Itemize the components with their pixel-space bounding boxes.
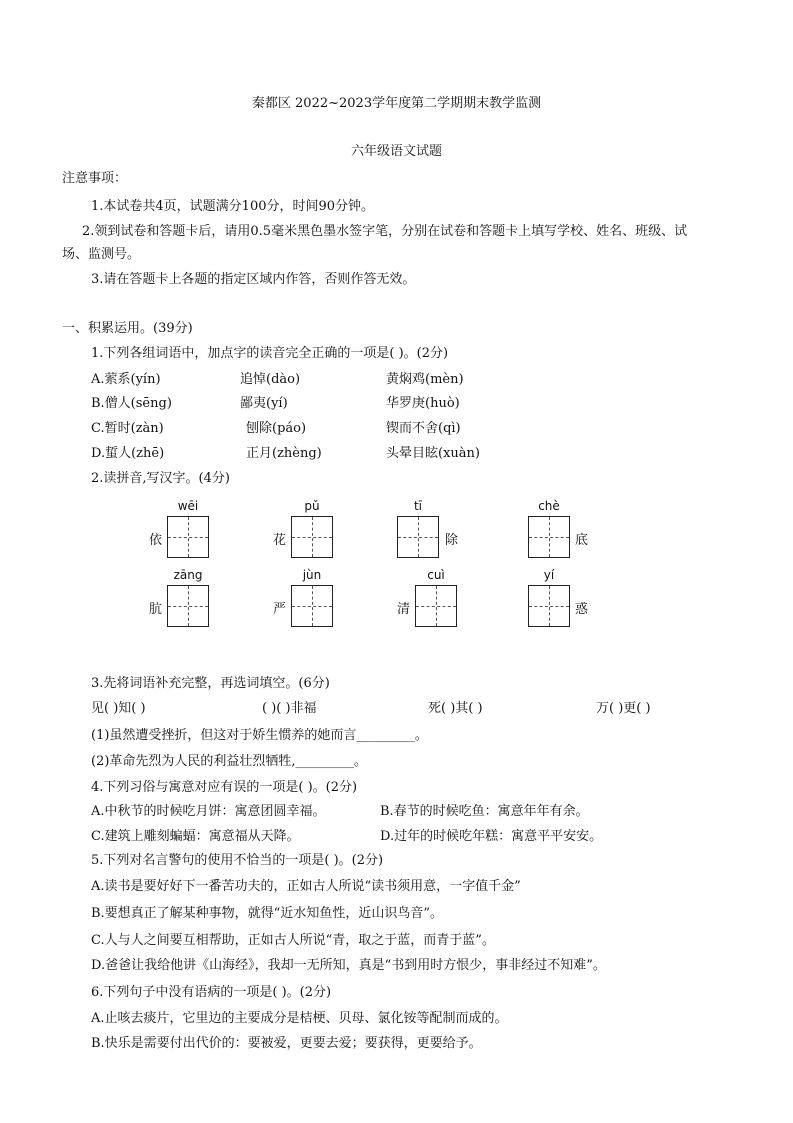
hint-character: 底	[575, 533, 589, 548]
q3-word-1: 见( )知( )	[91, 701, 146, 716]
writing-grid-box[interactable]	[291, 516, 333, 558]
q1-option-b-word2: 鄙夷(yí)	[240, 396, 288, 411]
q1-option-c-word3: 锲而不舍(qì)	[386, 421, 461, 436]
writing-grid-box[interactable]	[167, 516, 209, 558]
notice-item-2: 2.领到试卷和答题卡后，请用0.5毫米黑色墨水签字笔，分别在试卷和答题卡上填写学校、姓名、班级、试	[82, 224, 688, 239]
q5-option-a: A.读书是要好好下一番苦功夫的，正如古人所说“读书须用意，一字值千金”	[91, 879, 521, 894]
q4-option-a: A.中秋节的时候吃月饼：寓意团圆幸福。	[91, 804, 326, 819]
q1-option-b: B.僧人(sēng)	[91, 396, 172, 411]
q1-option-d-word2: 正月(zhèng)	[246, 446, 322, 461]
q4-option-d: D.过年的时候吃年糕：寓意平平安安。	[380, 829, 603, 844]
q1-option-d: D.蜇人(zhē)	[91, 446, 165, 461]
hint-character: 花	[273, 533, 287, 548]
hint-character: 严	[273, 602, 287, 617]
q1-option-a-word2: 追悼(dào)	[240, 372, 301, 387]
q3-word-4: 万( )更( )	[596, 701, 651, 716]
pinyin-label: yí	[543, 568, 555, 582]
q1-option-b-word3: 华罗庚(huò)	[386, 396, 460, 411]
writing-grid-box[interactable]	[397, 516, 439, 558]
writing-grid-box[interactable]	[167, 585, 209, 627]
pinyin-label: zāng	[173, 568, 203, 582]
q5-option-d: D.爸爸让我给他讲《山海经》，我却一无所知，真是“书到用时方恨少，事非经过不知难”。	[91, 958, 606, 973]
q6-option-a: A.止咳去痰片，它里边的主要成分是桔梗、贝母、氯化铵等配制而成的。	[91, 1011, 508, 1026]
q1-option-c-word2: 刨除(páo)	[246, 421, 307, 436]
q1-option-a: A.萦系(yín)	[91, 372, 161, 387]
hint-character: 清	[397, 602, 411, 617]
hint-character: 依	[149, 533, 163, 548]
q4-option-c: C.建筑上雕刻蝙蝠：寓意福从天降。	[91, 829, 300, 844]
notice-item-2-cont: 场、监测号。	[62, 247, 141, 262]
pinyin-label: jùn	[302, 568, 322, 582]
q4-option-b: B.春节的时候吃鱼：寓意年年有余。	[380, 804, 589, 819]
pinyin-label: wēi	[177, 499, 199, 513]
q1-option-a-word3: 黄焖鸡(mèn)	[386, 372, 464, 387]
pinyin-label: cuì	[427, 568, 445, 582]
q3-word-2: ( )( )非福	[262, 701, 317, 716]
pinyin-label: chè	[538, 499, 560, 513]
notice-item-3: 3.请在答题卡上各题的指定区域内作答，否则作答无效。	[91, 272, 416, 287]
q3-blank-1: (1)虽然遭受挫折，但这对于娇生惯养的她而言_________。	[91, 728, 428, 743]
q4-stem: 4.下列习俗与寓意对应有误的一项是( )。(2分)	[91, 780, 358, 795]
q3-stem: 3.先将词语补充完整，再选词填空。(6分)	[91, 676, 330, 691]
exam-title: 秦都区 2022~2023学年度第二学期期末教学监测	[251, 96, 542, 111]
writing-grid-box[interactable]	[415, 585, 457, 627]
q5-stem: 5.下列对名言警句的使用不恰当的一项是( )。(2分)	[91, 853, 384, 868]
q3-word-3: 死( )其( )	[428, 701, 483, 716]
q5-option-c: C.人与人之间要互相帮助，正如古人所说“青，取之于蓝，而青于蓝”。	[91, 933, 495, 948]
q2-stem: 2.读拼音,写汉字。(4分)	[91, 471, 230, 486]
q6-option-b: B.快乐是需要付出代价的：要被爱，更要去爱；要获得，更要给予。	[91, 1036, 482, 1051]
q6-stem: 6.下列句子中没有语病的一项是( )。(2分)	[91, 985, 332, 1000]
q1-option-d-word3: 头晕目眩(xuàn)	[386, 446, 480, 461]
q1-stem: 1.下列各组词语中，加点字的读音完全正确的一项是( )。(2分)	[91, 346, 449, 361]
writing-grid-box[interactable]	[528, 585, 570, 627]
hint-character: 除	[445, 533, 459, 548]
section-heading: 一、积累运用。(39分)	[62, 321, 193, 336]
q1-option-c: C.暂时(zàn)	[91, 421, 164, 436]
hint-character: 肮	[149, 602, 163, 617]
q3-blank-2: (2)革命先烈为人民的利益壮烈牺牲,_________。	[91, 754, 368, 769]
notice-item-1: 1.本试卷共4页，试题满分100分，时间90分钟。	[91, 199, 375, 214]
pinyin-label: tī	[413, 499, 423, 513]
notice-heading: 注意事项：	[62, 171, 128, 186]
pinyin-label: pǔ	[304, 499, 320, 513]
exam-subtitle: 六年级语文试题	[350, 144, 442, 159]
writing-grid-box[interactable]	[291, 585, 333, 627]
writing-grid-box[interactable]	[528, 516, 570, 558]
hint-character: 惑	[575, 602, 589, 617]
q5-option-b: B.要想真正了解某种事物，就得“近水知鱼性，近山识鸟音”。	[91, 906, 443, 921]
